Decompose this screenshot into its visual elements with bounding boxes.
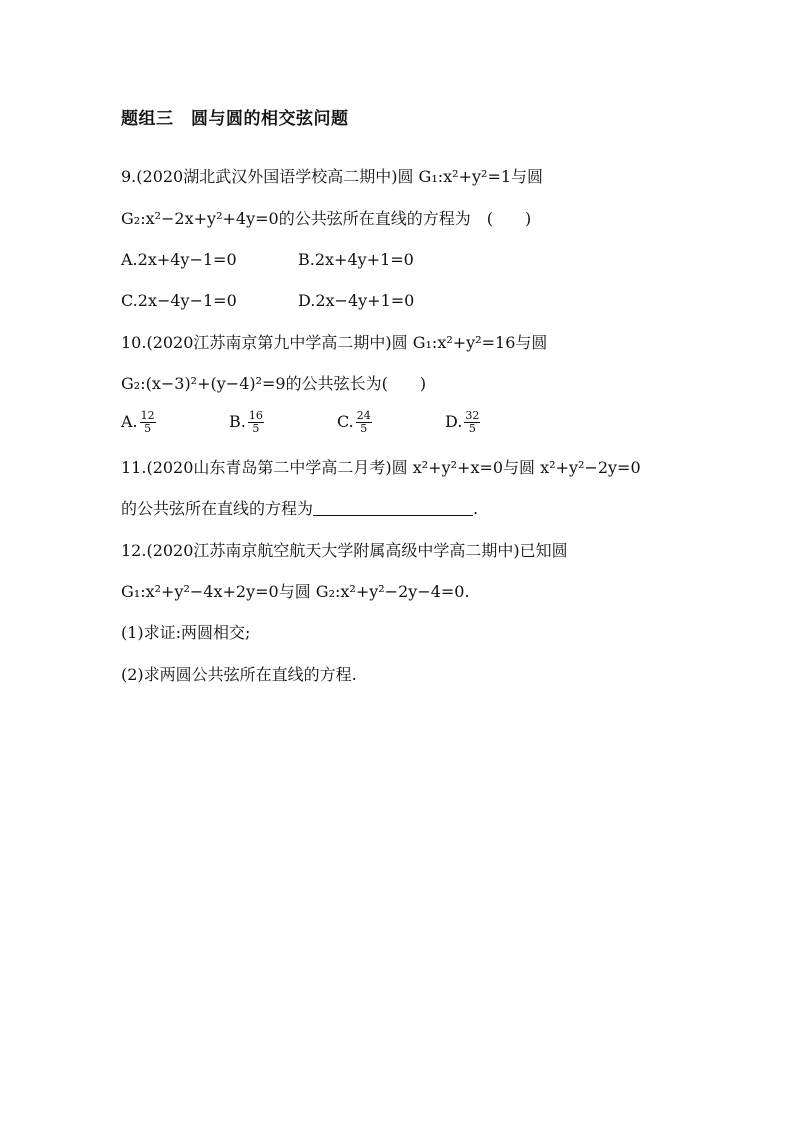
q9-line1 <box>121 165 543 189</box>
fraction: $\frac{12}{5}$ <box>140 409 155 435</box>
q9-option-b: B.2x+4y+1=0 <box>298 250 414 269</box>
q9-line2: G₂:x²−2x+y²+4y=0的公共弦所在直线的方程为 ( ) <box>121 209 532 228</box>
fraction: $\frac{16}{5}$ <box>248 409 263 435</box>
q10-line1: 10.(2020江苏南京第九中学高二期中)圆 G₁:x²+y²=16与圆 <box>121 333 548 352</box>
answer-blank[interactable] <box>313 497 473 516</box>
q9-option-c: C.2x−4y−1=0 <box>121 291 237 310</box>
fraction: $\frac{32}{5}$ <box>465 409 480 435</box>
q10-option-d: D. $\frac{32}{5}$ <box>445 409 480 435</box>
q12-part1: (1)求证:两圆相交; <box>121 623 251 642</box>
q10-option-b: B. $\frac{16}{5}$ <box>229 409 263 435</box>
fraction: $\frac{24}{5}$ <box>356 409 371 435</box>
q9-equation1: :x²+y²=1与圆 <box>437 167 544 186</box>
q12-line2: G₁:x²+y²−4x+2y=0与圆 G₂:x²+y²−2y−4=0. <box>121 582 470 601</box>
q9-stem: 9.(2020湖北武汉外国语学校高二期中)圆 G₁ <box>121 167 438 186</box>
q12-line1: 12.(2020江苏南京航空航天大学附属高级中学高二期中)已知圆 <box>121 541 568 560</box>
q12-part2: (2)求两圆公共弦所在直线的方程. <box>121 665 357 684</box>
section-heading: 题组三 圆与圆的相交弦问题 <box>121 109 349 129</box>
q11-line2: 的公共弦所在直线的方程为 . <box>121 499 479 518</box>
q9-option-a: A.2x+4y−1=0 <box>121 250 237 269</box>
q10-option-a: A. $\frac{12}{5}$ <box>121 409 155 435</box>
q10-option-c: C. $\frac{24}{5}$ <box>337 409 371 435</box>
q9-option-d: D.2x−4y+1=0 <box>298 291 415 310</box>
q10-line2: G₂:(x−3)²+(y−4)²=9的公共弦长为( ) <box>121 374 427 393</box>
q11-line1: 11.(2020山东青岛第二中学高二月考)圆 x²+y²+x=0与圆 x²+y²−2y=0 <box>121 458 641 477</box>
